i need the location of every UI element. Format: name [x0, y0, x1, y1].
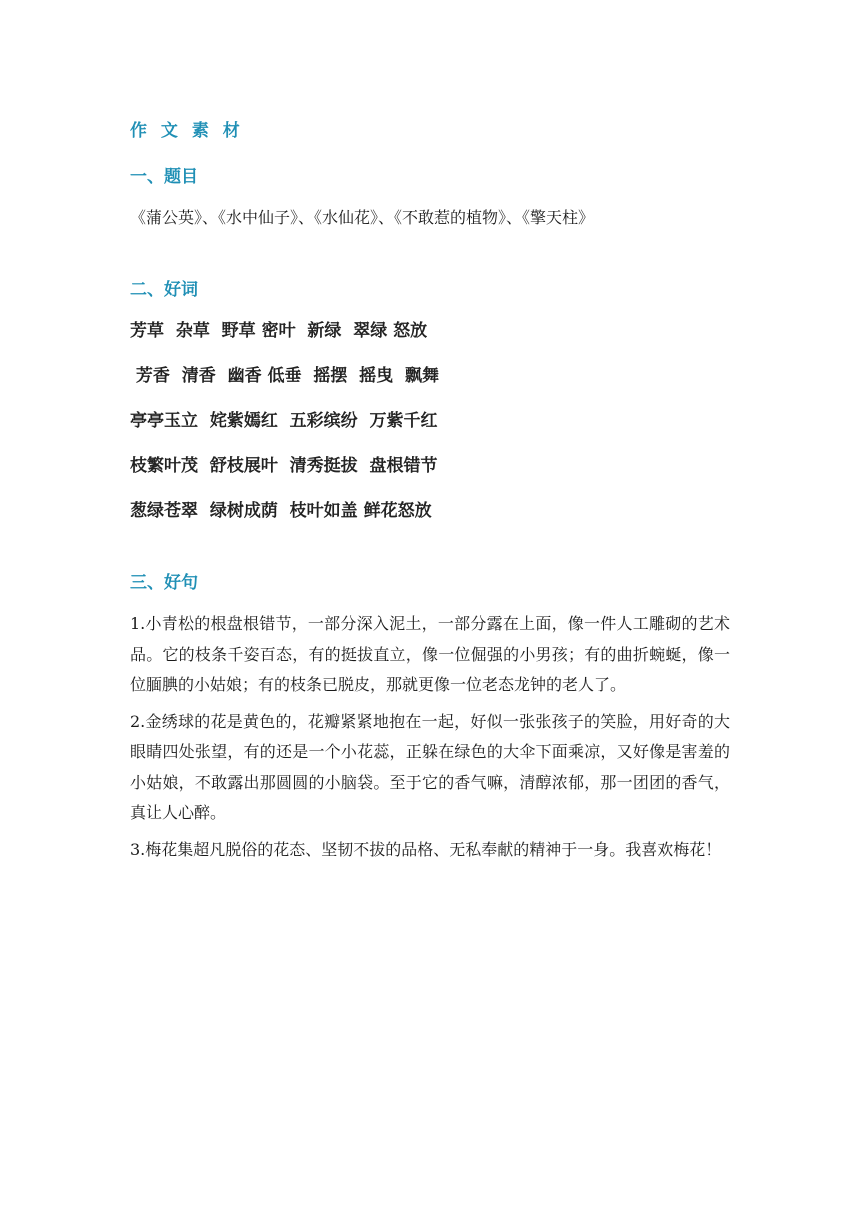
good-sentences — [130, 609, 730, 871]
word-line: 葱绿苍翠 绿树成荫 枝叶如盖 鲜花怒放 — [130, 501, 432, 521]
sentence-paragraph: 1.小青松的根盘根错节，一部分深入泥土，一部分露在上面，像一件人工雕砌的艺术品。它的枝条千姿百态，有的挺拔直立，像一位倔强的小男孩；有的曲折蜿蜒，像一位腼腆的小姑娘；有的枝条已脱皮，那就更像一位老态龙钟的老人了。 — [130, 614, 730, 694]
section-heading-topics: 一、题目 — [130, 167, 198, 187]
section-heading-words: 二、好词 — [130, 280, 198, 300]
word-line: 枝繁叶茂 舒枝展叶 清秀挺拔 盘根错节 — [130, 456, 438, 476]
section-heading-sentences: 三、好句 — [130, 573, 198, 593]
word-line: 芳草 杂草 野草 密叶 新绿 翠绿 怒放 — [130, 321, 428, 341]
word-line: 芳香 清香 幽香 低垂 摇摆 摇曳 飘舞 — [130, 366, 440, 386]
good-words-list — [130, 318, 439, 543]
sentence-paragraph: 3.梅花集超凡脱俗的花态、坚韧不拔的品格、无私奉献的精神于一身。我喜欢梅花！ — [130, 839, 722, 859]
sentence-paragraph: 2.金绣球的花是黄色的，花瓣紧紧地抱在一起，好似一张张孩子的笑脸，用好奇的大眼睛四处张望，有的还是一个小花蕊，正躲在绿色的大伞下面乘凉，又好像是害羞的小姑娘，不敢露出那圆圆的小脑袋。至于它的香气嘛，清醇浓郁，那一团团的香气，真让人心醉。 — [130, 711, 730, 822]
topics-list: 《蒲公英》、《水中仙子》、《水仙花》、《不敢惹的植物》、《擎天柱》 — [130, 208, 595, 227]
document-title: 作 文 素 材 — [130, 121, 244, 141]
word-line: 亭亭玉立 姹紫嫣红 五彩缤纷 万紫千红 — [130, 411, 438, 431]
